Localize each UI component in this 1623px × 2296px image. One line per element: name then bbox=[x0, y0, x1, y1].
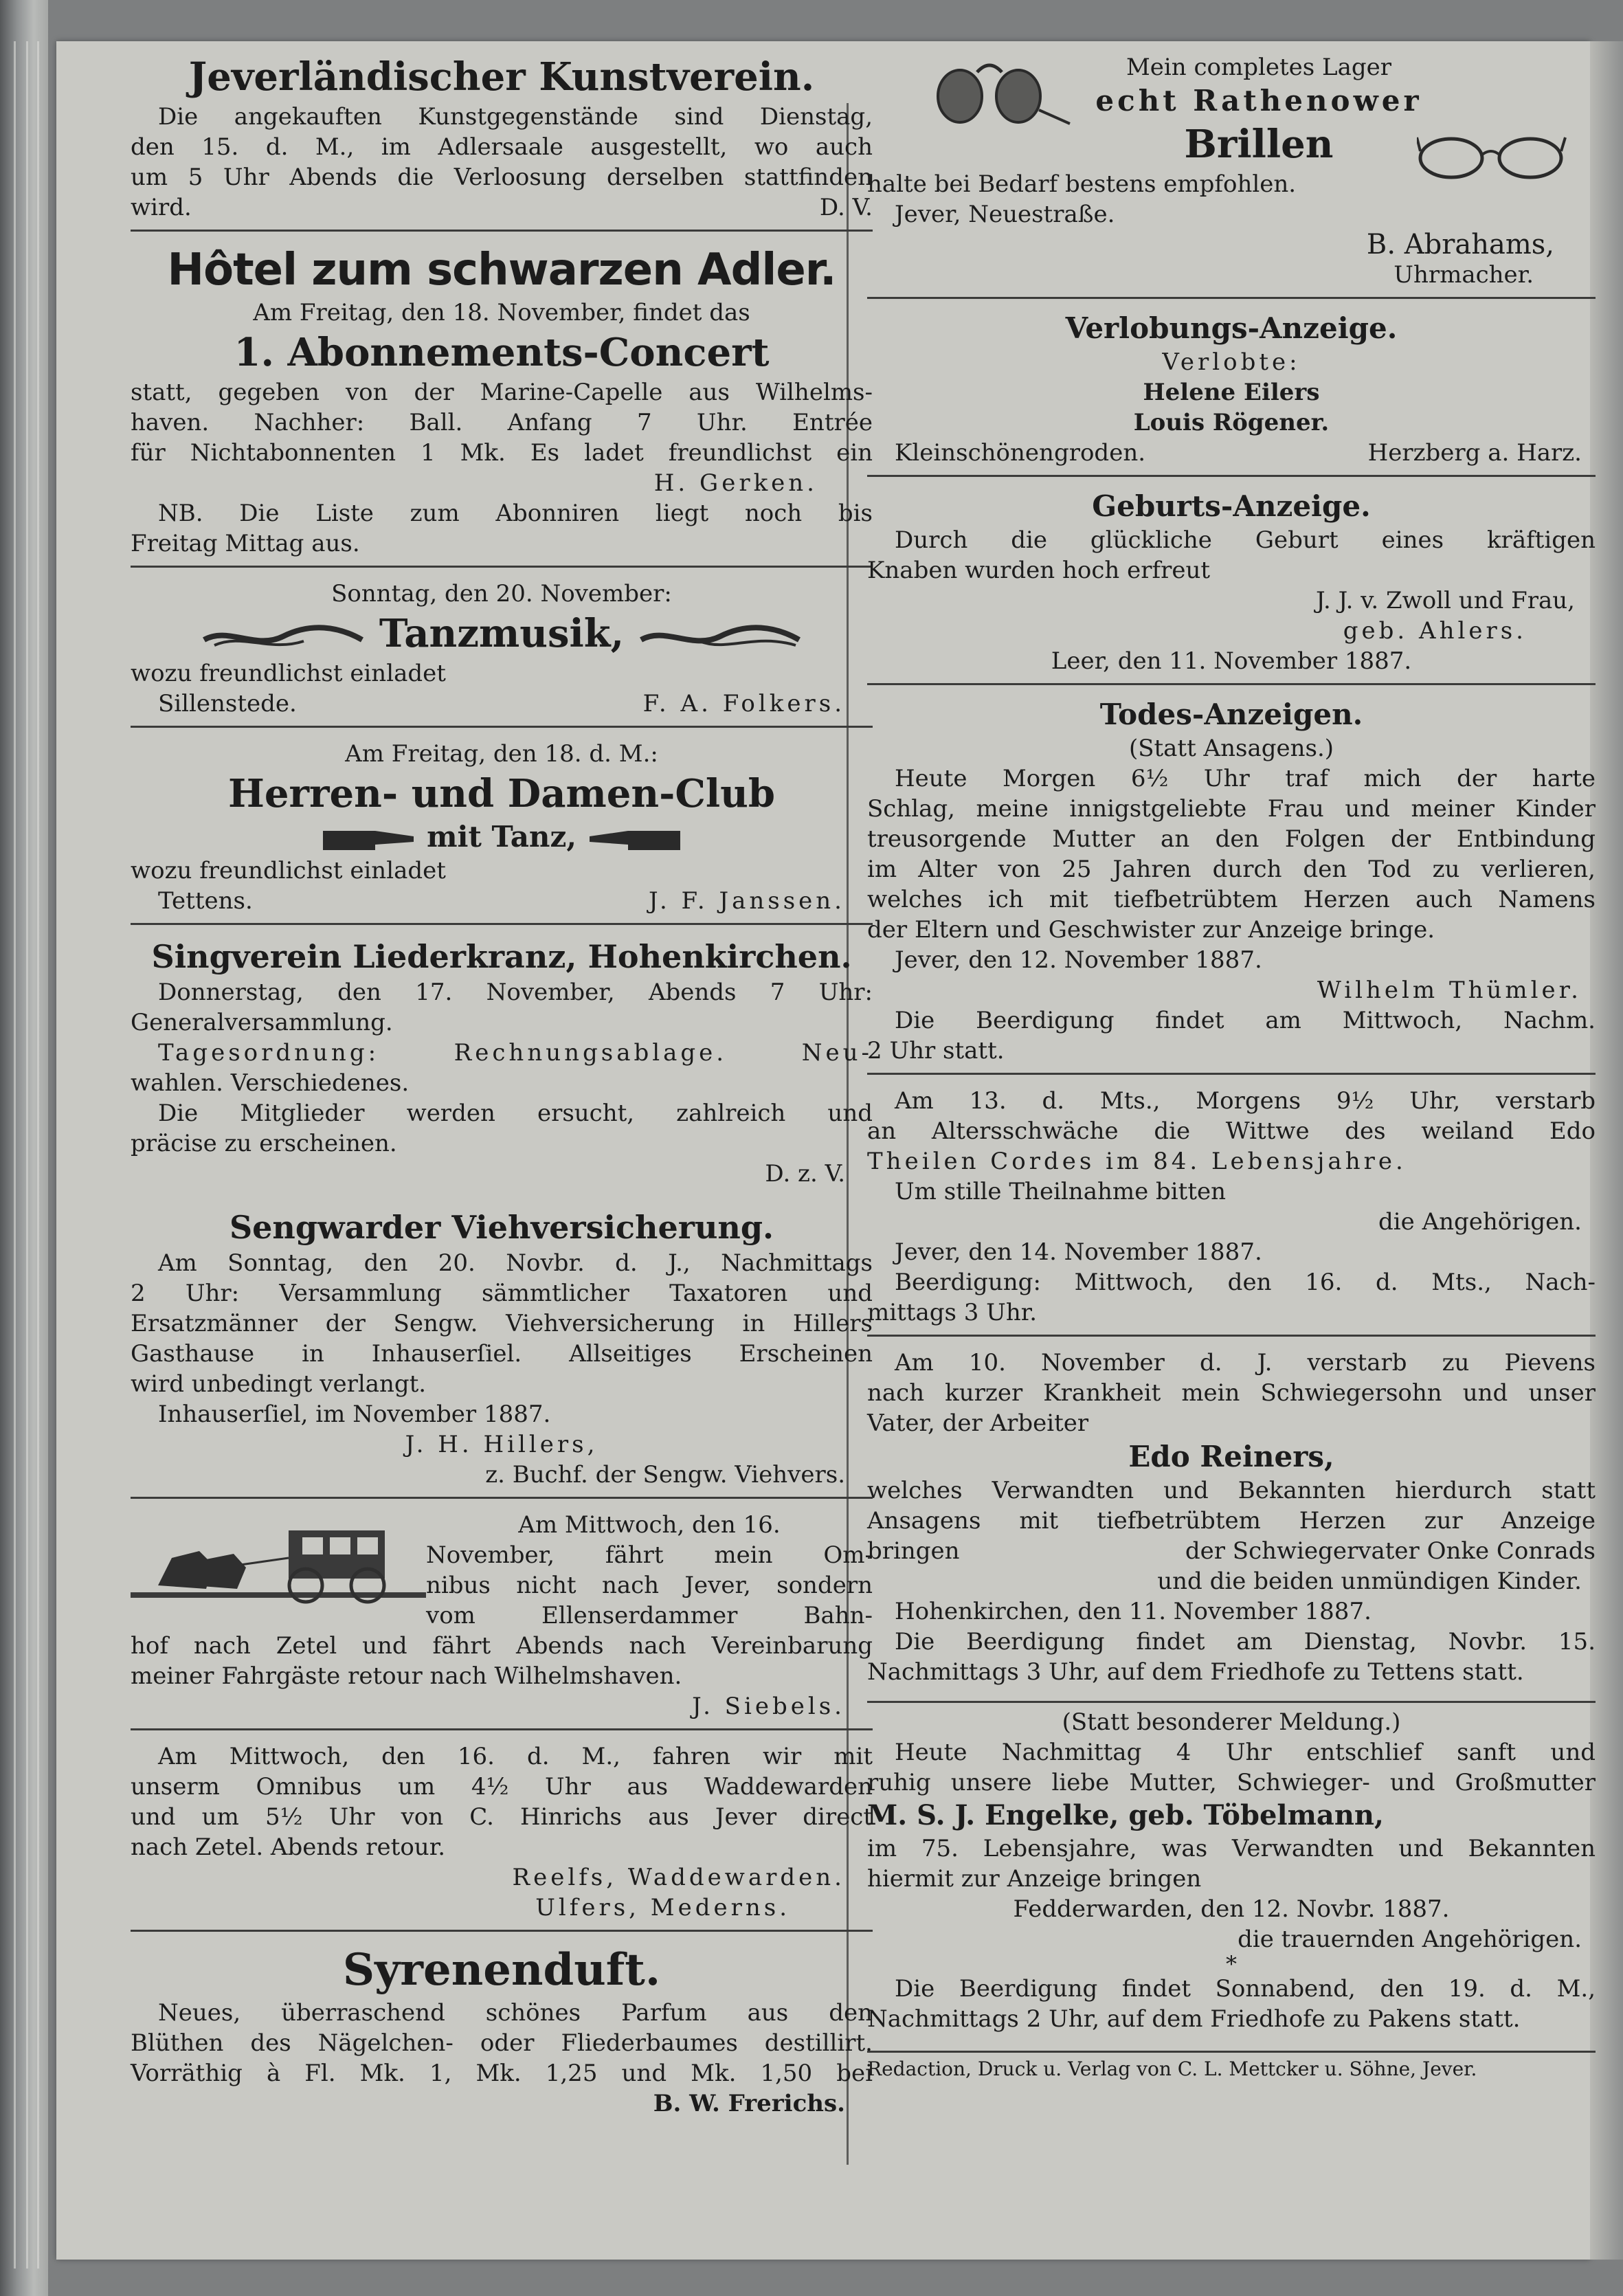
ad-line: wird. bbox=[131, 194, 192, 221]
ad-line: vom Ellenserdammer Bahn- bbox=[426, 1602, 873, 1629]
ad-line: den 15. d. M., im Adlersaale ausgestellt, wo auch bbox=[131, 133, 873, 161]
ad-viehversicherung bbox=[131, 1203, 873, 1499]
ad-line: Ersatzmänner der Sengw. Viehversicherung in Hillers bbox=[131, 1310, 873, 1337]
ad-engelke bbox=[867, 1701, 1596, 2041]
ad-line: für Nichtabonnenten 1 Mk. Es ladet freundlichst ein bbox=[131, 439, 873, 467]
ad-line: Heute Morgen 6½ Uhr traf mich der harte bbox=[895, 765, 1596, 792]
ad-line: und um 5½ Uhr von C. Hinrichs aus Jever direct bbox=[131, 1803, 873, 1831]
right-column bbox=[867, 48, 1596, 2082]
ad-line: Neues, überraschend schönes Parfum aus den bbox=[158, 1999, 873, 2027]
ad-line: Am Mittwoch, den 16. bbox=[518, 1511, 781, 1539]
ad-geburt bbox=[867, 484, 1596, 685]
ad-signature: H. Gerken. bbox=[653, 469, 818, 497]
ad-title: Todes-Anzeigen. bbox=[1099, 698, 1363, 731]
ad-line: nach Zetel. Abends retour. bbox=[131, 1834, 446, 1861]
ad-signature: Uhrmacher. bbox=[1393, 261, 1534, 289]
pointing-hand-right-icon bbox=[320, 824, 416, 854]
ad-signature: J. J. v. Zwoll und Frau, bbox=[1316, 587, 1575, 614]
ad-line: wozu freundlichst einladet bbox=[131, 857, 446, 884]
ad-line: mittags 3 Uhr. bbox=[867, 1299, 1038, 1326]
ad-headline: Tanzmusik, bbox=[379, 611, 625, 656]
ad-title: Brillen bbox=[1184, 122, 1334, 167]
ad-kunstverein bbox=[131, 48, 873, 232]
ad-club bbox=[131, 735, 873, 925]
ad-signature: F. A. Folkers. bbox=[642, 690, 845, 717]
ad-line: an Altersschwäche die Wittwe des weiland Edo bbox=[867, 1117, 1596, 1145]
ad-reiners bbox=[867, 1344, 1596, 1694]
ad-line: Die Beerdigung findet Sonnabend, den 19. d. M., bbox=[895, 1975, 1596, 2003]
ad-line: Die Mitglieder werden ersucht, zahlreich und bbox=[158, 1100, 873, 1127]
ad-footer-row bbox=[867, 438, 1596, 468]
ad-line: im Alter von 25 Jahren durch den Tod zu verlieren, bbox=[867, 856, 1596, 883]
ornament-right-icon bbox=[638, 619, 803, 654]
page-edge bbox=[37, 41, 39, 2269]
ad-title: Hôtel zum schwarzen Adler. bbox=[167, 245, 836, 296]
ad-line: hiermit zur Anzeige bringen bbox=[867, 1865, 1202, 1893]
ad-line: hof nach Zetel und fährt Abends nach Vereinbarung bbox=[131, 1632, 873, 1660]
ad-footer-row bbox=[131, 689, 873, 719]
ad-place: Hohenkirchen, den 11. November 1887. bbox=[895, 1598, 1372, 1625]
ad-line: wird unbedingt verlangt. bbox=[131, 1370, 427, 1398]
ad-title: Jeverländischer Kunstverein. bbox=[188, 54, 815, 100]
ad-line: der Eltern und Geschwister zur Anzeige bringe. bbox=[867, 916, 1435, 944]
ad-line: (Statt Ansagens.) bbox=[1128, 735, 1334, 762]
ad-signature: D. V. bbox=[819, 194, 873, 221]
imprint-footer: Redaction, Druck u. Verlag von C. L. Mettcker u. Söhne, Jever. bbox=[867, 2051, 1596, 2082]
ad-line: unserm Omnibus um 4½ Uhr aus Waddewarden bbox=[131, 1773, 873, 1801]
ad-line: 2 Uhr statt. bbox=[867, 1037, 1005, 1065]
ad-place: Kleinschönengroden. bbox=[895, 439, 1146, 467]
ad-signature: J. Siebels. bbox=[692, 1693, 845, 1720]
ad-place: Herzberg a. Harz. bbox=[1367, 439, 1582, 467]
ad-line: Nachmittags 3 Uhr, auf dem Friedhofe zu Tettens statt. bbox=[867, 1658, 1524, 1686]
spectacles-icon bbox=[1417, 124, 1568, 192]
ad-signature: der Schwiegervater Onke Conrads bbox=[1185, 1537, 1596, 1565]
ad-todes bbox=[867, 692, 1596, 1075]
ad-line: Vorräthig à Fl. Mk. 1, Mk. 1,25 und Mk. 1,50 bei bbox=[131, 2060, 873, 2087]
ad-line: Am 10. November d. J. verstarb zu Pievens bbox=[895, 1349, 1596, 1377]
ad-line: 2 Uhr: Versammlung sämmtlicher Taxatoren und bbox=[131, 1280, 873, 1307]
ad-line: Mein completes Lager bbox=[1126, 54, 1392, 81]
ad-line: Theilen Cordes im 84. Lebensjahre. bbox=[867, 1148, 1407, 1175]
ad-line: Gasthause in Inhauserſiel. Allseitiges Erscheinen bbox=[131, 1340, 873, 1368]
omnibus-text bbox=[426, 1510, 873, 1631]
ad-line: ruhig unsere liebe Mutter, Schwieger- und Großmutter bbox=[867, 1769, 1596, 1796]
ad-headline: 1. Abonnements-Concert bbox=[234, 330, 770, 375]
ad-line: welches Verwandten und Bekannten hierdurch statt bbox=[867, 1477, 1596, 1504]
ad-line: Um stille Theilnahme bitten bbox=[895, 1178, 1227, 1205]
separator-star: * bbox=[1226, 1951, 1237, 1977]
ad-line: wozu freundlichst einladet bbox=[131, 660, 446, 687]
ad-signature: Reelfs, Waddewarden. bbox=[512, 1864, 845, 1891]
ad-place: Jever, Neuestraße. bbox=[895, 201, 1115, 228]
ad-line: Ansagens mit tiefbetrübtem Herzen zur Anzeige bbox=[867, 1507, 1596, 1535]
ad-signature: J. H. Hillers, bbox=[405, 1431, 598, 1458]
ad-line: Heute Nachmittag 4 Uhr entschlief sanft und bbox=[895, 1739, 1596, 1766]
omnibus-top bbox=[131, 1510, 873, 1631]
ad-line: Donnerstag, den 17. November, Abends 7 Uhr: bbox=[158, 979, 873, 1006]
ad-signature: die trauernden Angehörigen. bbox=[1238, 1926, 1582, 1953]
ad-line: Am 13. d. Mts., Morgens 9½ Uhr, verstarb bbox=[895, 1087, 1596, 1115]
ad-line: Die angekauften Kunstgegenstände sind Dienstag, bbox=[158, 103, 873, 131]
ad-signature: J. F. Janssen. bbox=[648, 887, 845, 915]
ad-place: Leer, den 11. November 1887. bbox=[1051, 647, 1412, 675]
ad-hotel bbox=[131, 238, 873, 568]
ad-place: Sillenstede. bbox=[158, 690, 297, 717]
ad-title: Syrenenduft. bbox=[342, 1944, 661, 1996]
ad-line: statt, gegeben von der Marine-Capelle aus Wilhelms- bbox=[131, 379, 873, 406]
ad-verlobung bbox=[867, 306, 1596, 477]
ad-line: wahlen. Verschiedenes. bbox=[131, 1069, 410, 1097]
ad-line: Durch die glückliche Geburt eines kräftigen bbox=[895, 526, 1596, 554]
ad-line: Generalversammlung. bbox=[131, 1009, 393, 1036]
ad-place: Jever, den 12. November 1887. bbox=[895, 946, 1262, 974]
ad-line: (Statt besonderer Meldung.) bbox=[1062, 1708, 1401, 1736]
pince-nez-icon bbox=[929, 48, 1080, 131]
ad-tanzmusik bbox=[131, 575, 873, 728]
ad-signature: geb. Ahlers. bbox=[1343, 617, 1527, 645]
ad-place: Jever, den 14. November 1887. bbox=[895, 1238, 1262, 1266]
stagecoach-icon bbox=[131, 1510, 426, 1627]
ad-line: um 5 Uhr Abends die Verloosung derselben stattfinden bbox=[131, 164, 873, 191]
ad-line: im 75. Lebensjahre, was Verwandten und Bekannten bbox=[867, 1835, 1596, 1862]
ad-signature: Ulfers, Mederns. bbox=[535, 1894, 790, 1921]
ad-line: NB. Die Liste zum Abonniren liegt noch bis bbox=[158, 500, 873, 527]
ad-line: Die Beerdigung findet am Dienstag, Novbr. 15. bbox=[895, 1628, 1596, 1656]
ad-name: Edo Reiners, bbox=[1128, 1440, 1334, 1473]
ad-line: Sonntag, den 20. November: bbox=[331, 580, 672, 608]
ad-title: Sengwarder Viehversicherung. bbox=[229, 1209, 774, 1246]
ad-liederkranz bbox=[131, 932, 873, 1196]
ad-line: nach kurzer Krankheit mein Schwiegersohn und unser bbox=[867, 1379, 1596, 1407]
ad-line: meiner Fahrgäste retour nach Wilhelmshaven. bbox=[131, 1662, 682, 1690]
ad-name: M. S. J. Engelke, geb. Töbelmann, bbox=[867, 1799, 1384, 1831]
ad-line: Am Mittwoch, den 16. d. M., fahren wir mit bbox=[158, 1743, 873, 1770]
ad-cordes bbox=[867, 1082, 1596, 1337]
book-spine bbox=[0, 0, 48, 2296]
ad-title: Geburts-Anzeige. bbox=[1092, 489, 1371, 523]
ad-line: Verlobte: bbox=[1162, 348, 1301, 376]
ad-row bbox=[867, 1536, 1596, 1566]
ad-footer-row bbox=[131, 192, 873, 223]
ad-signature: B. W. Frerichs. bbox=[653, 2090, 845, 2117]
ad-line: Am Freitag, den 18. d. M.: bbox=[345, 740, 658, 768]
ad-line: Vater, der Arbeiter bbox=[867, 1409, 1089, 1437]
ad-line: welches ich mit tiefbetrübtem Herzen auch Namens bbox=[867, 886, 1596, 913]
ad-name: Helene Eilers bbox=[1143, 379, 1320, 406]
ad-sub-row bbox=[131, 818, 873, 856]
ad-brillen bbox=[867, 48, 1596, 299]
ad-line: Die Beerdigung findet am Mittwoch, Nachm. bbox=[895, 1007, 1596, 1034]
ad-place: Inhauserſiel, im November 1887. bbox=[158, 1401, 551, 1428]
ad-line: Am Sonntag, den 20. Novbr. d. J., Nachmittags bbox=[158, 1249, 873, 1277]
ad-syrenenduft bbox=[131, 1939, 873, 2126]
ad-line: treusorgende Mutter an den Folgen der Entbindung bbox=[867, 825, 1596, 853]
ad-signature: Wilhelm Thümler. bbox=[1317, 977, 1582, 1004]
ad-line: präcise zu erscheinen. bbox=[131, 1130, 397, 1157]
ad-line: Nachmittags 2 Uhr, auf dem Friedhofe zu Pakens statt. bbox=[867, 2005, 1521, 2033]
ad-line: haven. Nachher: Ball. Anfang 7 Uhr. Entrée bbox=[131, 409, 873, 436]
ad-subheadline: mit Tanz, bbox=[427, 820, 577, 854]
ad-line: echt Rathenower bbox=[1095, 84, 1422, 118]
ad-omnibus bbox=[131, 1506, 873, 1730]
ad-line: Am Freitag, den 18. November, findet das bbox=[253, 299, 750, 326]
ad-line: November, fährt mein Om- bbox=[426, 1541, 873, 1569]
ad-signature: und die beiden unmündigen Kinder. bbox=[1157, 1568, 1582, 1595]
ad-line: Freitag Mittag aus. bbox=[131, 530, 360, 557]
ad-footer-row bbox=[131, 886, 873, 916]
ornament-left-icon bbox=[201, 619, 366, 654]
left-column bbox=[131, 48, 873, 2132]
ad-line: Schlag, meine innigstgeliebte Frau und meiner Kinder bbox=[867, 795, 1596, 823]
ad-line: Beerdigung: Mittwoch, den 16. d. Mts., Nach- bbox=[895, 1269, 1596, 1296]
ad-line: nibus nicht nach Jever, sondern bbox=[426, 1572, 873, 1599]
ad-place: Tettens. bbox=[158, 887, 253, 915]
page-edge bbox=[26, 41, 28, 2269]
ad-line: Tagesordnung: Rechnungsablage. Neu- bbox=[158, 1039, 873, 1067]
ad-signature: D. z. V. bbox=[765, 1160, 845, 1188]
ad-line: bringen bbox=[867, 1537, 960, 1565]
ad-name: Louis Rögener. bbox=[1133, 409, 1330, 436]
ad-title: Verlobungs-Anzeige. bbox=[1065, 311, 1398, 345]
ad-line: Blüthen des Nägelchen- oder Fliederbaumes destillirt. bbox=[131, 2029, 873, 2057]
ad-line: Knaben wurden hoch erfreut bbox=[867, 557, 1211, 584]
ad-headline: Herren- und Damen-Club bbox=[227, 771, 776, 816]
ad-signature: B. Abrahams, bbox=[1366, 229, 1554, 260]
ad-line: halte bei Bedarf bestens empfohlen. bbox=[867, 170, 1297, 198]
ad-title: Singverein Liederkranz, Hohenkirchen. bbox=[151, 938, 852, 975]
ad-signature: z. Buchf. der Sengw. Viehvers. bbox=[485, 1461, 845, 1489]
ad-signature: die Angehörigen. bbox=[1378, 1208, 1582, 1236]
page-edge bbox=[14, 41, 16, 2269]
ad-omnibus2 bbox=[131, 1737, 873, 1932]
ad-headline-row bbox=[131, 609, 873, 658]
pointing-hand-left-icon bbox=[587, 824, 683, 854]
ad-place: Fedderwarden, den 12. Novbr. 1887. bbox=[1013, 1895, 1450, 1923]
